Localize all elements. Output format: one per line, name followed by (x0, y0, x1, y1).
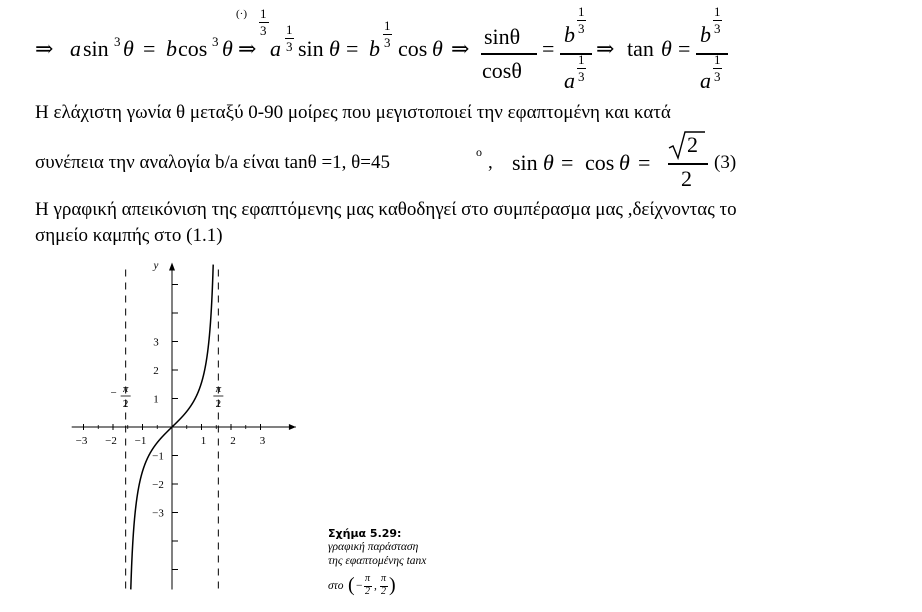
frac2-a-exp-three: 3 (714, 69, 721, 84)
figure-caption-line-2: της εφαπτομένης tanx (328, 555, 427, 567)
paragraph-3-line-2: σημείο καμπής στο (1.1) (35, 225, 223, 246)
asym-right-pi: π (215, 383, 222, 395)
eq-b2-exp-three: 3 (384, 35, 391, 50)
frac2-a-exp-one: 1 (714, 52, 721, 67)
implies-symbol-1: ⇒ (35, 36, 54, 61)
frac2-a-den: a (700, 68, 711, 93)
eq-equals-4: = (678, 36, 691, 61)
p2-theta-1: θ (543, 150, 554, 175)
frac-a-exp-three: 3 (578, 69, 585, 84)
frac2-b-exp-one: 1 (714, 4, 721, 19)
eq-equals-1: = (143, 36, 156, 61)
frac-a-exp-one: 1 (578, 52, 585, 67)
eq-sin-1: sin (83, 36, 109, 61)
frac-b-num: b (564, 22, 575, 47)
eq-theta-5: θ (661, 36, 672, 61)
caption-two-2: 2 (381, 586, 386, 597)
frac2-b-exp-three: 3 (714, 21, 721, 36)
eq-theta-2: θ (222, 36, 233, 61)
eq-cos-2: cos (398, 36, 428, 61)
paragraph-2-text: συνέπεια την αναλογία b/a είναι tanθ =1, θ=45 (35, 152, 390, 173)
frac-a-den: a (564, 68, 575, 93)
eq-cos-1: cos (178, 36, 208, 61)
x-tick-label-3: 3 (259, 435, 266, 447)
p2-equals-2: = (638, 150, 651, 175)
x-tick-label--1: −1 (134, 435, 147, 447)
frac-cos-theta: cosθ (482, 58, 522, 83)
y-tick-label--1: −1 (152, 450, 164, 463)
eq-tan: tan (627, 36, 654, 61)
caption-paren-close: ) (389, 574, 396, 596)
frac-sin-theta: sinθ (484, 24, 521, 49)
p2-equals-1: = (561, 150, 574, 175)
eq-a2-exp-three: 3 (286, 39, 293, 54)
eq-b-2: b (369, 36, 380, 61)
power-marker-one: 1 (260, 6, 267, 21)
implies-symbol-2: ⇒ (238, 36, 257, 61)
implies-symbol-3: ⇒ (451, 36, 470, 61)
paragraph-1: Η ελάχιστη γωνία θ μεταξύ 0-90 μοίρες που μεγιστοποιεί την εφαπτομένη και κατά (35, 102, 671, 123)
sqrt-radicand: 2 (687, 132, 698, 157)
caption-minus: − (356, 580, 363, 592)
sqrt-frac-den: 2 (681, 166, 692, 191)
eq-equals-3: = (542, 36, 555, 61)
caption-pi-2: π (381, 573, 387, 584)
implies-symbol-4: ⇒ (596, 36, 615, 61)
y-tick-label--2: −2 (152, 479, 164, 491)
figure-caption-title: Σχήμα 5.29: (328, 527, 402, 540)
y-tick-label-2: 2 (153, 365, 159, 377)
eq-cube-1: 3 (114, 34, 121, 49)
eq-b-1: b (166, 36, 177, 61)
figure-caption-line-1: γραφική παράσταση (328, 541, 419, 553)
caption-sto: στο (328, 580, 344, 592)
eq-theta-4: θ (432, 36, 443, 61)
caption-paren-open: ( (348, 574, 355, 596)
power-marker: (·) (236, 8, 247, 20)
frac-b-exp-one: 1 (578, 4, 585, 19)
eq-a-2: a (270, 36, 281, 61)
asym-left-two: 2 (122, 398, 129, 410)
eq-sin-2: sin (298, 36, 324, 61)
eq-cube-2: 3 (212, 34, 219, 49)
eq-equals-2: = (346, 36, 359, 61)
caption-comma: , (374, 580, 377, 592)
frac-b-exp-three: 3 (578, 21, 585, 36)
y-tick-label-3: 3 (153, 336, 159, 349)
eq-theta-3: θ (329, 36, 340, 61)
power-marker-three: 3 (260, 23, 267, 38)
p2-theta-2: θ (619, 150, 630, 175)
degree-sign: o (476, 145, 482, 159)
equation-ref-3: (3) (714, 152, 737, 173)
eq-b2-exp-one: 1 (384, 18, 391, 33)
asym-left-pi: π (122, 383, 129, 395)
caption-pi-1: π (365, 573, 371, 584)
asym-left-minus: − (110, 387, 117, 399)
paragraph-3-line-1: Η γραφική απεικόνιση της εφαπτόμενης μας καθοδηγεί στο συμπέρασμα μας ,δείχνοντας το (35, 199, 737, 220)
caption-two-1: 2 (365, 586, 370, 597)
x-axis-arrow (289, 424, 296, 430)
y-axis-label: y (153, 259, 159, 272)
y-axis-arrow (169, 263, 175, 271)
x-tick-label-1: 1 (200, 435, 207, 447)
x-tick-label-2: 2 (230, 435, 236, 447)
frac2-b-num: b (700, 22, 711, 47)
y-tick-label-1: 1 (153, 393, 159, 406)
figure-caption-line-3 (328, 572, 418, 602)
p2-cos: cos (585, 150, 615, 175)
eq-a2-exp-one: 1 (286, 22, 293, 37)
y-tick-label--3: −3 (152, 507, 164, 520)
x-tick-label--2: −2 (105, 435, 117, 447)
eq-a-1: a (70, 36, 81, 61)
asym-right-two: 2 (215, 398, 222, 410)
paragraph-2-comma: , (488, 152, 493, 173)
p2-sin: sin (512, 150, 538, 175)
eq-theta-1: θ (123, 36, 134, 61)
x-tick-label--3: −3 (75, 435, 88, 447)
